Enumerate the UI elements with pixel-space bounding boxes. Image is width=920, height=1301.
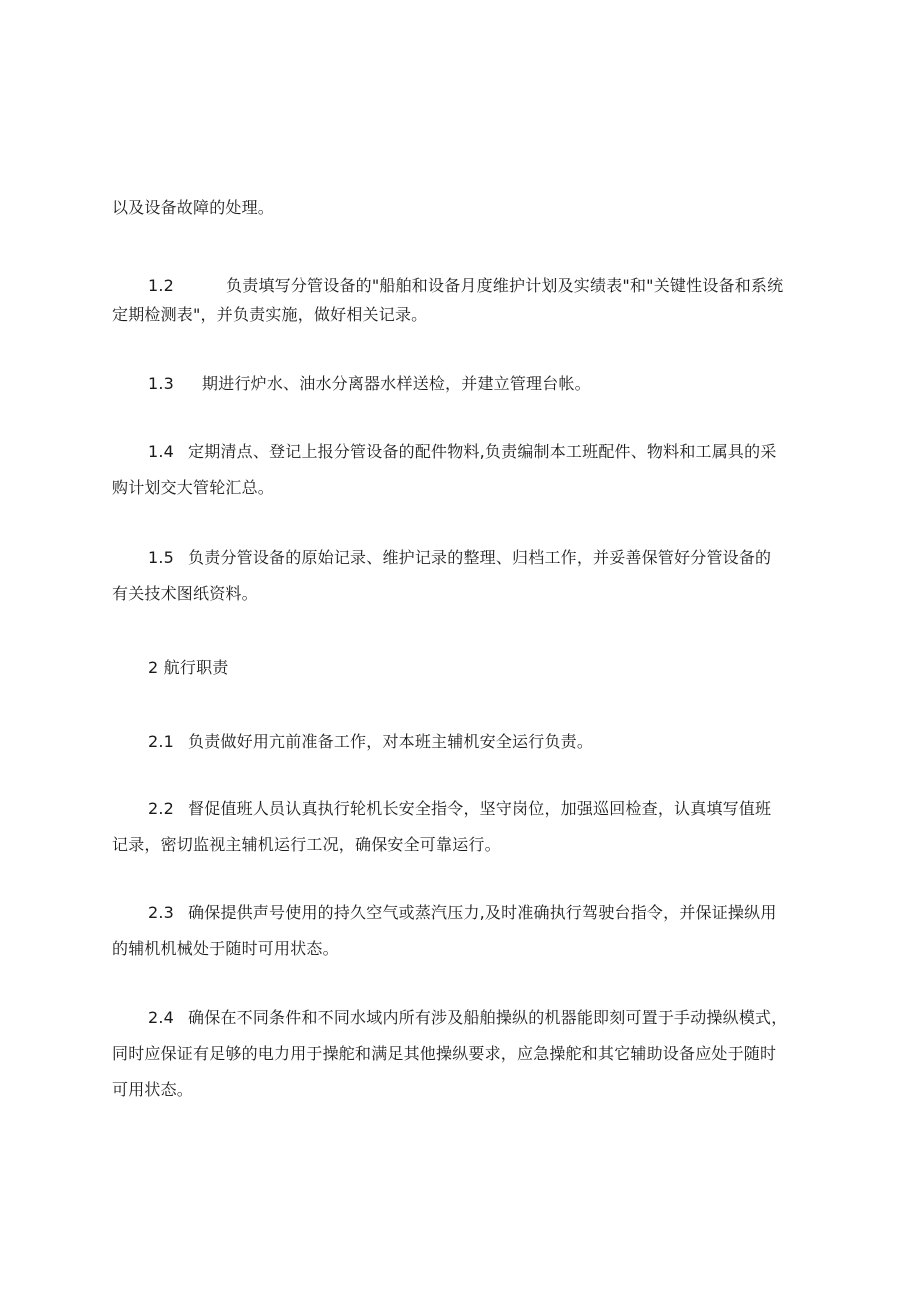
item-number: 2.3 xyxy=(148,903,175,922)
item-text: 确保提供声号使用的持久空气或蒸汽压力,及时准确执行驾驶台指令，并保证操纵用 xyxy=(188,903,777,922)
section-2-heading: 2 航行职责 xyxy=(148,658,229,677)
item-text: 负责分管设备的原始记录、维护记录的整理、归档工作，并妥善保管好分管设备的 xyxy=(188,548,772,567)
item-text: 负责填写分管设备的"船舶和设备月度维护计划及实绩表"和"关键性设备和系统 xyxy=(226,276,784,295)
item-text: 确保在不同条件和不同水域内所有涉及船舶操纵的机器能即刻可置于手动操纵模式， xyxy=(188,1008,788,1027)
item-1-4-line2: 购计划交大管轮汇总。 xyxy=(112,478,275,497)
intro-text: 以及设备故障的处理。 xyxy=(112,198,275,217)
item-1-4-line1 xyxy=(148,434,848,470)
item-2-2-line2: 记录，密切监视主辅机运行工况，确保安全可靠运行。 xyxy=(112,835,501,854)
item-number: 2.4 xyxy=(148,1008,175,1027)
item-2-1-line1 xyxy=(148,724,848,760)
item-1-5-line1 xyxy=(148,540,848,576)
item-2-3-line2: 的辅机机械处于随时可用状态。 xyxy=(112,939,339,958)
item-text: 期进行炉水、油水分离器水样送检，并建立管理台帐。 xyxy=(202,374,591,393)
item-2-4-line2: 同时应保证有足够的电力用于操舵和满足其他操纵要求，应急操舵和其它辅助设备应处于随时 xyxy=(112,1044,777,1063)
item-1-5-line2: 有关技术图纸资料。 xyxy=(112,584,258,603)
item-number: 1.2 xyxy=(148,276,175,295)
item-2-4-line3: 可用状态。 xyxy=(112,1080,194,1099)
item-number: 1.4 xyxy=(148,442,175,461)
item-number: 2.2 xyxy=(148,799,175,818)
item-text: 负责做好用亢前准备工作，对本班主辅机安全运行负责。 xyxy=(188,732,594,751)
item-number: 1.3 xyxy=(148,374,175,393)
item-2-4-line1 xyxy=(148,1000,848,1036)
item-1-3-line1 xyxy=(148,366,848,402)
item-2-3-line1 xyxy=(148,895,848,931)
item-text: 督促值班人员认真执行轮机长安全指令，坚守岗位，加强巡回检查，认真填写值班 xyxy=(188,799,772,818)
item-1-2-line2: 定期检测表"，并负责实施，做好相关记录。 xyxy=(112,305,428,324)
item-number: 1.5 xyxy=(148,548,175,567)
item-number: 2.1 xyxy=(148,732,175,751)
item-text: 定期清点、登记上报分管设备的配件物料,负责编制本工班配件、物料和工属具的采 xyxy=(188,442,777,461)
item-2-2-line1 xyxy=(148,791,848,827)
